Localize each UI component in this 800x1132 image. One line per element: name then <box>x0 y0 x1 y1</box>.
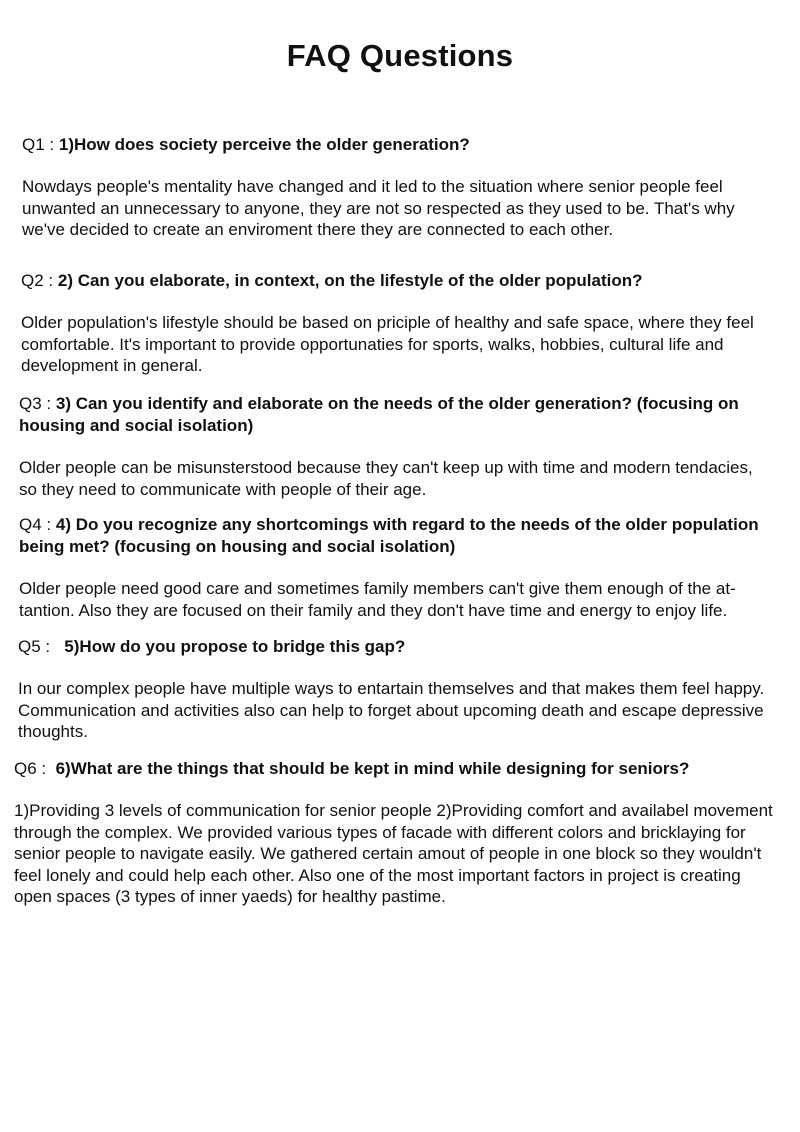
question-text: 6)What are the things that should be kept in mind while designing for seniors? <box>55 759 690 778</box>
faq-question <box>19 393 764 437</box>
faq-answer: Older people need good care and sometimes family members can't give them enough of the attantion. Also they are focused on their family and they don't have time and energy to enjoy life. <box>19 579 736 620</box>
faq-answer: Older people can be misunsterstood because they can't keep up with time and modern tendacies, so they need to communicate with people of their age. <box>19 458 753 499</box>
faq-item-5 <box>18 636 778 743</box>
faq-item-4 <box>19 514 779 621</box>
faq-item-2 <box>21 270 781 377</box>
question-label: Q6 : <box>14 759 56 778</box>
question-text: 2) Can you elaborate, in context, on the lifestyle of the older population? <box>57 271 643 290</box>
question-label: Q2 : <box>21 271 58 290</box>
faq-question <box>18 636 778 658</box>
question-text: 3) Can you identify and elaborate on the needs of the older generation? (focusing on housing and social isolation) <box>19 394 739 435</box>
question-label: Q4 : <box>19 515 56 534</box>
question-label: Q3 : <box>19 394 56 413</box>
question-label: Q5 : <box>18 637 65 656</box>
faq-item-3 <box>19 393 764 500</box>
faq-question <box>21 270 781 292</box>
faq-answer: In our complex people have multiple ways to entartain themselves and that makes them feel happy. Communication and activities also can help to forget about upcoming death and escape depressive thoughts. <box>18 679 765 741</box>
faq-item-1 <box>22 134 782 241</box>
page-title: FAQ Questions <box>286 38 514 73</box>
question-text: 1)How does society perceive the older generation? <box>58 135 470 154</box>
faq-question <box>19 514 779 558</box>
question-label: Q1 : <box>22 135 59 154</box>
faq-question <box>22 134 782 156</box>
faq-answer: Older population's lifestyle should be based on priciple of healthy and safe space, where they feel comfortable. It's important to provide opportunaties for sports, walks, hobbies, cultural life and development in general. <box>21 313 754 375</box>
faq-answer: 1)Providing 3 levels of communication for senior people 2)Providing comfort and availabel movement through the complex. We provided various types of facade with different colors and bricklaying for senior people to navigate easily. We gathered certain amout of people in one block so they wouldn't feel lonely and could help each other. Also one of the most important factors in project is creating open spaces (3 types of inner yaeds) for healthy pastime. <box>14 801 773 906</box>
question-text: 5)How do you propose to bridge this gap? <box>64 637 406 656</box>
faq-answer: Nowdays people's mentality have changed and it led to the situation where senior people feel unwanted an unnecessary to anyone, they are not so respected as they used to be. That's why we've decided to create an enviroment there they are connected to each other. <box>22 177 735 239</box>
faq-question <box>14 758 774 780</box>
question-text: 4) Do you recognize any shortcomings with regard to the needs of the older population being met? (focusing on housing and social isolation) <box>19 515 759 556</box>
faq-item-6 <box>14 758 774 908</box>
